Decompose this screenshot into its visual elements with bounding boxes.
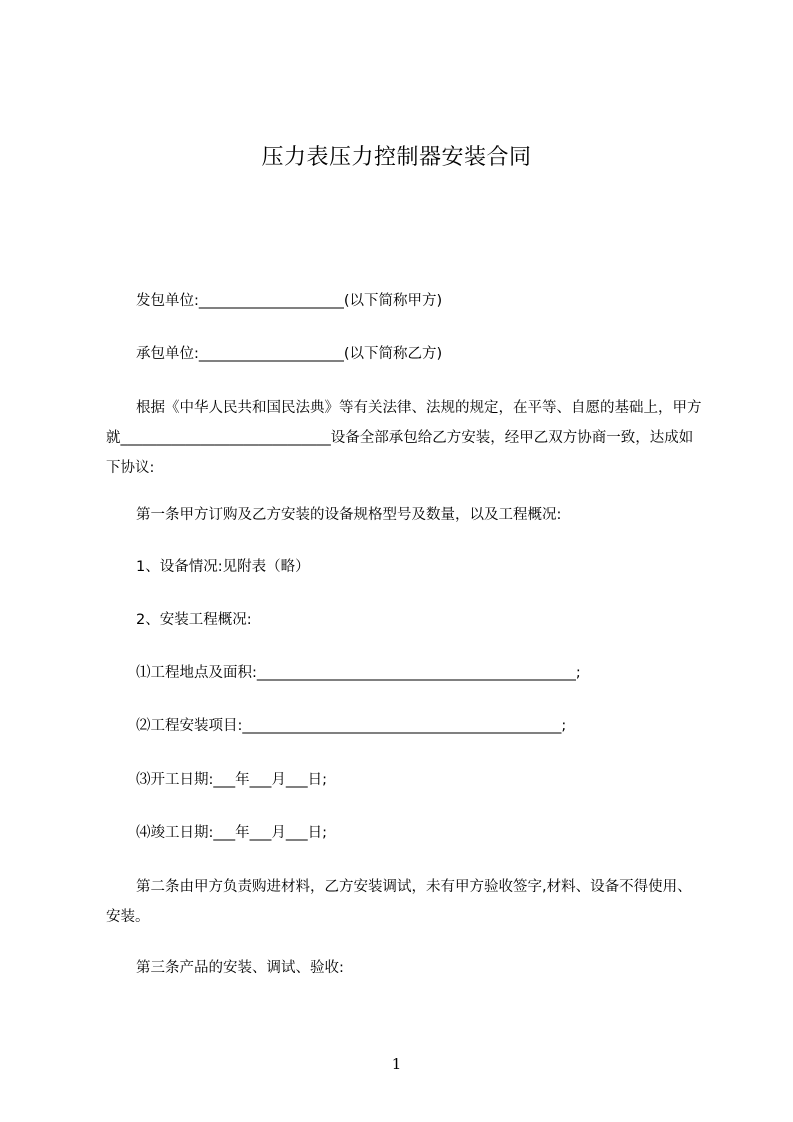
sub-item-project: ⑵工程安装项目:____________________________________________; — [136, 718, 567, 734]
article-2-paragraph: 第二条由甲方负责购进材料，乙方安装调试，未有甲方验收签字,材料、设备不得使用、安装。 — [106, 879, 692, 925]
party-a-line: 发包单位:____________________(以下简称甲方) — [136, 293, 443, 309]
sub-item-end-date: ⑷竣工日期:___年___月___日; — [136, 825, 328, 841]
document-title: 压力表压力控制器安装合同 — [261, 145, 532, 170]
sub-item-location: ⑴工程地点及面积:____________________________________________; — [136, 665, 581, 681]
preamble-paragraph: 根据《中华人民共和国民法典》等有关法律、法规的规定，在平等、自愿的基础上，甲方就_____________________________设备全部承包给乙方安装，经甲乙双方协商一致，达成如下协议: — [106, 400, 702, 476]
item-2-overview: 2、安装工程概况: — [136, 612, 252, 628]
party-b-line: 承包单位:____________________(以下简称乙方) — [136, 346, 443, 362]
article-3-title: 第三条产品的安装、调试、验收: — [136, 960, 344, 976]
sub-item-start-date: ⑶开工日期:___年___月___日; — [136, 772, 328, 788]
article-1-title: 第一条甲方订购及乙方安装的设备规格型号及数量，以及工程概况: — [136, 507, 562, 523]
item-1-equipment: 1、设备情况:见附表（略） — [136, 559, 310, 575]
page-number: 1 — [391, 1055, 402, 1073]
